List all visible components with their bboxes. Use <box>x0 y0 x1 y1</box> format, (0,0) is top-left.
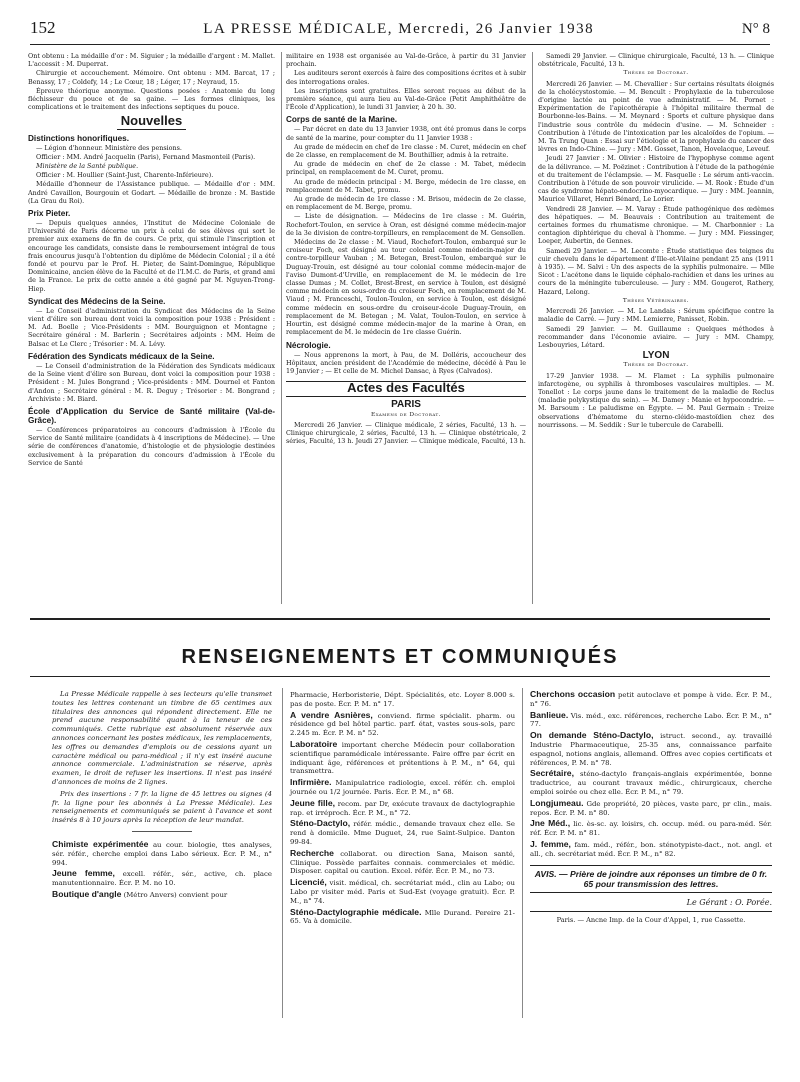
classified-ad: On demande Sténo-Dactylo, istruct. second., ay. travaillé Industrie Pharmaceutique, 25-35 ans, connaissance parfaite espagnol, notions anglais, allemand. Offres avec copies certificats et références, P. M. n° 78. <box>530 730 772 767</box>
section-rule <box>30 676 770 677</box>
page-header <box>30 18 770 40</box>
column-divider <box>532 52 533 604</box>
column-1 <box>28 52 275 468</box>
paragraph: — Liste de désignation. — Médecins de 1re classe : M. Guérin, Rochefort-Toulon, en service à Oran, est désigné comme médecin-major de la 3e division de contre-torpilleurs, en remplacement de M. Gensollen. <box>286 212 526 237</box>
paragraph: Mercredi 26 Janvier. — M. Chevallier : Sur certains résultats éloignés de la cholécystostomie. — M. Bencult : Prophylaxie de la tuberculose d'origine lactée au point de vue administratif. — M. Pornet : Expérimentation de l'apicothérapie à l'hôpital militaire thermal de Bourbonne-les-Bains. — M. Meynard : Sports et culture physique dans l'industrie sous contrôle du médecin d'usine. — M. Schneider : Contribution à l'étude de l'intoxication par les alcaloïdes de l'opium. — M. Ta Trung Quan : Essai sur l'étiologie et la prophylaxie du cancer des lèvres en Indo-Chine. — Jury : MM. Gosset, Tanon, Hovelacque, Leveuf. <box>538 79 774 154</box>
ads-column-2 <box>290 690 515 928</box>
issue-number: N° 8 <box>741 21 770 37</box>
paragraph: Médaille d'honneur de l'Assistance publique. — Médaille d'or : MM. André Cavaillon, Bourgouin et Godart. — Médaille de bronze : M. Bastide (La Grau du Roi). <box>28 180 275 205</box>
ads-column-3 <box>530 690 772 925</box>
journal-title: LA PRESSE MÉDICALE, Mercredi, 26 Janvier 1938 <box>203 21 595 37</box>
ads-heading: RENSEIGNEMENTS ET COMMUNIQUÉS <box>181 646 619 668</box>
paragraph: Au grade de médecin en chef de 2e classe : M. Tabet, médecin principal, en remplacement de M. Curet, promu. <box>286 160 526 177</box>
section-title: Distinctions honorifiques. <box>28 133 129 143</box>
ads-column-1 <box>52 690 272 902</box>
paragraph: Mercredi 26 Janvier. — Clinique médicale, 2 séries, Faculté, 13 h. — Clinique chirurgicale, 2 séries, Faculté, 13 h. — Clinique obstétricale, 2 séries, Faculté, 13 h. Jeudi 27 Janvier. — Clinique médicale, Faculté, 13 h. <box>286 420 526 446</box>
paragraph: Samedi 29 Janvier. — M. Lecomte : Étude statistique des teignes du cuir chevelu dans le département d'Ille-et-Vilaine pendant 25 ans (1911 à 1935). — M. Salvi : Un des aspects de la syphilis pulmonaire. — Mlle Sicot : L'acétone dans le liquide céphalo-rachidien et dans les urines au cours de la méningite tuberculeuse. — Jury : MM. Gougerot, Rathery, Hazard, Lelong. <box>538 246 774 296</box>
gerant-signature: Le Gérant : O. Porée. <box>530 899 772 913</box>
classified-ad: Sténo-Dactylo, référ. médic., demande travaux chez elle. Se rend à domicile. Mme Duguet, 24, rue Saint-Sulpice. Danton 99-84. <box>290 818 515 846</box>
paragraph: Vendredi 28 Janvier. — M. Varay : Étude pathogénique des œdèmes des hépatiques. — M. Beauvais : Contribution au traitement de certaines formes du rhumatisme chronique. — M. Charbonnier : La contagion diphtérique du cheval à l'homme. — Jury : MM. Fiessinger, Loeper, Aubertin, de Gennes. <box>538 204 774 246</box>
section-title: Syndicat des Médecins de la Seine. <box>28 296 166 306</box>
paragraph: Samedi 29 Janvier. — Clinique chirurgicale, Faculté, 13 h. — Clinique obstétricale, Faculté, 13 h. <box>538 52 774 69</box>
paragraph: Jeudi 27 Janvier : M. Olivier : Histoire de l'hypophyse comme agent de la délivrance. — M. Poëzinet : Contribution à l'étude de la pathogénie et du traitement de l'éclampsie. — M. Fasquelle : Le sérum anti-vaccin. Contribution à l'étude de son pouvoir virulicide. — M. Rook : Étude d'un cas de syndrome hépato-endocrino-myocardique. — Jury : MM. Jeannin, Maurice Villaret, Henri Bénard, Le Lorier. <box>538 154 774 204</box>
section-title: Nécrologie. <box>286 340 331 350</box>
column-3 <box>538 52 774 430</box>
paragraph: Au grade de médecin en chef de 1re classe : M. Curet, médecin en chef de 2e classe, en remplacement de M. Bouthillier, admis à la retraite. <box>286 142 526 160</box>
intro-paragraph: Ont obtenu : La médaille d'or : M. Siguier ; la médaille d'argent : M. Mallet. L'accessit : M. Duperrat. <box>28 52 275 69</box>
section-title: Prix Pieter. <box>28 209 71 219</box>
paragraph: Au grade de médecin principal : M. Berge, médecin de 1re classe, en remplacement de M. Tabet, promu. <box>286 177 526 194</box>
paragraph: — Nous apprenons la mort, à Pau, de M. Dolléris, accoucheur des Hôpitaux, ancien président de l'Académie de médecine, décédé à Pau le 19 Janvier ; — Et celle de M. Michel Dansac, à Ryes (Calvados). <box>286 350 526 375</box>
section-title: Fédération des Syndicats médicaux de la Seine. <box>28 351 215 361</box>
paragraph: — Par décret en date du 13 Janvier 1938, ont été promus dans le corps de santé de la marine, pour compter du 11 Janvier 1938 : <box>286 125 526 142</box>
paragraph: Mercredi 26 Janvier. — M. Le Landais : Sérum spécifique contre la maladie de Carré. — Jury : MM. Lemierre, Panisset, Robin. <box>538 307 774 324</box>
classified-ad: Jeune fille, recom. par Dr, exécute travaux de dactylographie rap. et irréproch. Écr. P. M., n° 72. <box>290 797 515 817</box>
paragraph: — Légion d'honneur. Ministère des pensions. <box>36 143 182 152</box>
intro-paragraph: Chirurgie et accouchement. Mémoire. Ont obtenu : MM. Barcat, 17 ; Benassy, 17 ; Coldefy, 14 ; Le Cœur, 18 ; Léger, 17 ; Neyraud, 15. <box>28 69 275 86</box>
paragraph: Les inscriptions sont gratuites. Elles seront reçues au début de la première séance, qui aura lieu au Val-de-Grâce (Petit Amphithéâtre de l'École d'Application), le lundi 31 Janvier, à 20 h. 30. <box>286 86 526 112</box>
column-divider <box>281 52 282 604</box>
actes-heading: Actes des Facultés <box>347 380 465 396</box>
classified-ad: Recherche collaborat. ou direction Sana, Maison santé, Clinique. Possède parfaites connais. commerciales et médic. Disposer. capital ou caution. Excel. référ. Écr. P. M., no 73. <box>290 847 515 876</box>
classified-ad: Laboratoire important cherche Médecin pour collaboration scientifique paramédicale intéressante. Faire offre par écrit en indiquant âge, références et prétentions à P. M., n° 64, qui transmettra. <box>290 738 515 776</box>
divider <box>132 831 192 832</box>
paragraph: Au grade de médecin de 1re classe : M. Brisou, médecin de 2e classe, en remplacement de M. Berge, promu. <box>286 195 526 212</box>
paragraph: Ministère de la Santé publique. <box>36 162 139 171</box>
paragraph: 17-29 Janvier 1938. — M. Flamet : La syphilis pulmonaire infarctogène, ou syphilis à thromboses vasculaires multiples. — M. Tonellot : Le corps jaune dans le traitement de la maladie de Reclus (maladie polykystique du sein). — M. Damey : Manie et hypocondrie. — M. Barsoum : Le paludisme en Égypte. — M. Paul Germain : Treize observations d'hématome du sterno-cléido-mastoïdien chez des nourrissons. — M. Seddik : Sur le tubercule de Carabelli. <box>538 371 774 429</box>
classified-ad: Jeune femme, excell. référ., sér., active, ch. place manutentionnaire. Écr. P. M. no 10. <box>52 868 272 888</box>
classified-ad: A vendre Asnières, conviend. firme spécialit. pharm. ou résidence gd bel hôtel partic. parf. état, vastes sous-sols, parc 2.245 m. Écr. P. M. n° 52. <box>290 709 516 738</box>
classified-ad: Boutique d'angle (Métro Anvers) convient pour <box>52 888 228 899</box>
column-2 <box>286 52 526 446</box>
classified-ad: Infirmière. Manipulatrice radiologie, excel. référ. ch. emploi journée ou 1/2 journée. Paris. Écr. P. M., n° 68. <box>290 777 515 796</box>
section-title: École d'Application du Service de Santé militaire (Val-de-Grâce). <box>28 406 275 425</box>
paragraph: Samedi 29 Janvier. — M. Guillaume : Quelques méthodes à recommander dans l'économie aviaire. — Jury : MM. Champy, Lesbouyries, Létard. <box>538 324 774 349</box>
paragraph: Officier : M. Houllier (Saint-Just, Charente-Inférieure). <box>36 171 214 180</box>
subheading: Thèses de Doctorat. <box>623 70 689 77</box>
column-divider <box>282 688 283 1018</box>
ads-prices: Prix des insertions : 7 fr. la ligne de 45 lettres ou signes (4 fr. la ligne pour les abonnés à La Presse Médicale). Les renseignements et communiqués se paient à l'avance et sont insérés 8 à 10 jours après la réception de leur mandat. <box>52 789 272 825</box>
nouvelles-heading: Nouvelles <box>117 113 186 130</box>
classified-ad: Chimiste expérimentée au cour. biologie, ttes analyses, sér. référ., cherche emploi dans Labo sérieux. Écr. P. M., n° 994. <box>52 838 272 867</box>
subheading: Thèses Vétérinaires. <box>622 297 690 304</box>
classified-ad: Sténo-Dactylographie médicale. Mlle Durand. Pereire 21-65. Va à domicile. <box>290 906 515 926</box>
printer-line: Paris. — Ancne Imp. de la Cour d'Appel, 1, rue Cassette. <box>556 916 746 925</box>
paragraph: militaire en 1938 est organisée au Val-de-Grâce, à partir du 31 Janvier prochain. <box>286 52 526 69</box>
classified-ad: Cherchons occasion petit autoclave et pompe à vide. Écr. P. M., n° 76. <box>530 689 772 708</box>
paragraph: — Le Conseil d'administration de la Fédération des Syndicats médicaux de la Seine vient d'élire son Bureau, dont voici la composition pour 1938 : Président : M. Jules Bongrand ; Vice-présidents : MM. Dournel et Fanton d'Andon ; Secrétaire général : M. R. Deguy ; Trésorier : M. Bongrand ; Archiviste : M. Biard. <box>28 361 275 403</box>
classified-ad: Longjumeau. Gde propriété, 20 pièces, vaste parc, pr clin., mais. repos. Écr. P. M. n° 80. <box>530 797 772 817</box>
city-heading: LYON <box>642 350 670 362</box>
nouvelles-heading-box <box>28 113 275 129</box>
city-heading: PARIS <box>391 399 421 411</box>
subheading: Thèses de Doctorat. <box>623 362 689 369</box>
ads-intro: La Presse Médicale rappelle à ses lecteurs qu'elle transmet toutes les lettres contenant un timbre de 65 centimes aux titulaires des annonces qui répondent directement. Elle ne prend aucune responsabilité quant à la teneur de ces communiqués. Cette rubrique est absolument réservée aux annonces concernant les postes médicaux, les remplacements, les offres ou demandes d'emplois ou de cessions ayant un caractère médical ou para-médical ; il n'y est inséré aucune annonce commerciale. L'administration se réserve, après examen, le droit de refuser les insertions. Il n'est pas inséré d'annonces de moins de 2 lignes. <box>52 690 272 786</box>
section-title: Corps de santé de la Marine. <box>286 115 398 125</box>
classified-ad: J. femme, fam. méd., référ., bon. sténotypiste-dact., not. angl. et all., ch. secrétariat méd. Écr. P. M., n° 82. <box>530 838 772 858</box>
paragraph: — Le Conseil d'administration du Syndicat des Médecins de la Seine vient d'élire son bureau dont voici la composition pour 1938 : Président : M. Ad. Boelle ; Vice-Présidents : MM. Bourguignon et Montagne ; Secrétaire général : M. Barlerin ; Secrétaires adjoints : MM. Heim de Balsac et Le Clerc ; Trésorier : M. A. Lévy. <box>28 306 275 348</box>
paragraph: Médecins de 2e classe : M. Viaud, Rochefort-Toulon, embarqué sur le croiseur Foch, est désigné au tour colonial comme médecin-major du contre-torpilleur Vauban ; M. Betegan, Brest-Toulon, embarqué sur le Duguay-Trouin, est désigné au tour colonial comme médecin-major de l'aviso Dumont-d'Urville, en remplacement de M. le médecin de 1re classe Dumas ; M. Collet, Brest-Brest, en service à Toulon, est désigné comme médecin en sous-ordre du croiseur Foch, en remplacement de M. Viaud ; M. Franceschi, Toulon-Toulon, en service à Toulon, est désigné comme médecin en sous-ordre du croiseur-école Duguay-Trouin, en remplacement de M. Betegan ; M. Valat, Toulon-Toulon, en service à Hourtin, est désigné comme médecin-major de la marine à Oran, en remplacement de M. le médecin de 1re classe Guérin. <box>286 238 526 337</box>
classified-ad: Jne Méd., lic. ès-sc. ay. loisirs, ch. occup. méd. ou para-méd. Sér. réf. Écr. P. M. n° 81. <box>530 818 772 838</box>
page-number: 152 <box>30 18 56 37</box>
paragraph: — Conférences préparatoires au concours d'admission à l'École du Service de Santé militaire (candidats à 4 inscriptions de Médecine). — Une série de conférences d'anatomie, d'histologie et de physiologie destinées exclusivement à la préparation du concours d'admission à l'École du Service de Santé <box>28 425 275 467</box>
column-divider <box>522 688 523 1018</box>
section-rule <box>30 618 770 620</box>
paragraph: Officier : MM. André Jacquelin (Paris), Fernand Masmonteil (Paris). <box>36 152 256 161</box>
paragraph: Les auditeurs seront exercés à faire des compositions écrites et à subir des interrogations orales. <box>286 69 526 86</box>
paragraph: — Depuis quelques années, l'Institut de Médecine Coloniale de l'Université de Paris décerne un prix à celui de ses élèves qui sort le premier aux examens de fin de cours. Ce prix, qui stimule l'inscription et encourage les candidats, consiste dans le remboursement intégral de tous frais encourus jusqu'à l'obtention du diplôme de Médecin Colonial ; il a été fondé et pourvu par le Prof. H. Pieter, de Saint-Domingue, République Dominicaine, ancien élève de la Faculté et de l'I.M.C. de Paris, et grand ami de la France. Le prix de cette année a été gagné par M. Nguyen-Trong-Hiep. <box>28 219 275 293</box>
classified-ad: Secrétaire, sténo-dactylo français-anglais expérimentée, bonne traductrice, au courant travaux médic., chirurgicaux, cherche emploi soirée ou chez elle. Écr. P. M., n° 79. <box>530 768 772 796</box>
classified-ad: Banlieue. Vis. méd., exc. références, recherche Labo. Écr. P. M., n° 77. <box>530 709 772 729</box>
actes-heading-box <box>286 381 526 397</box>
avis-notice: AVIS. — Prière de joindre aux réponses un timbre de 0 fr. 65 pour transmission des lettres. <box>530 865 772 893</box>
classified-ad: Pharmacie, Herboristerie, Dépt. Spécialités, etc. Loyer 8.000 s. pas de poste. Écr. P. M. n° 17. <box>290 691 515 708</box>
header-rule <box>30 44 770 45</box>
classified-ad: Licencié, visit. médical, ch. secrétariat méd., clin au Labo; ou Labo pr visiter méd. Paris et Sud-Est (voyage gratuit). Écr. P. M., n° 74. <box>290 877 515 905</box>
intro-paragraph: Épreuve théorique anonyme. Questions posées : Anatomie du long fléchisseur du pouce et de sa gaine. — Les formes cliniques, les complications et le traitement des infections septiques du pouce. <box>28 86 275 112</box>
subheading: Examens de Doctorat. <box>370 411 442 418</box>
